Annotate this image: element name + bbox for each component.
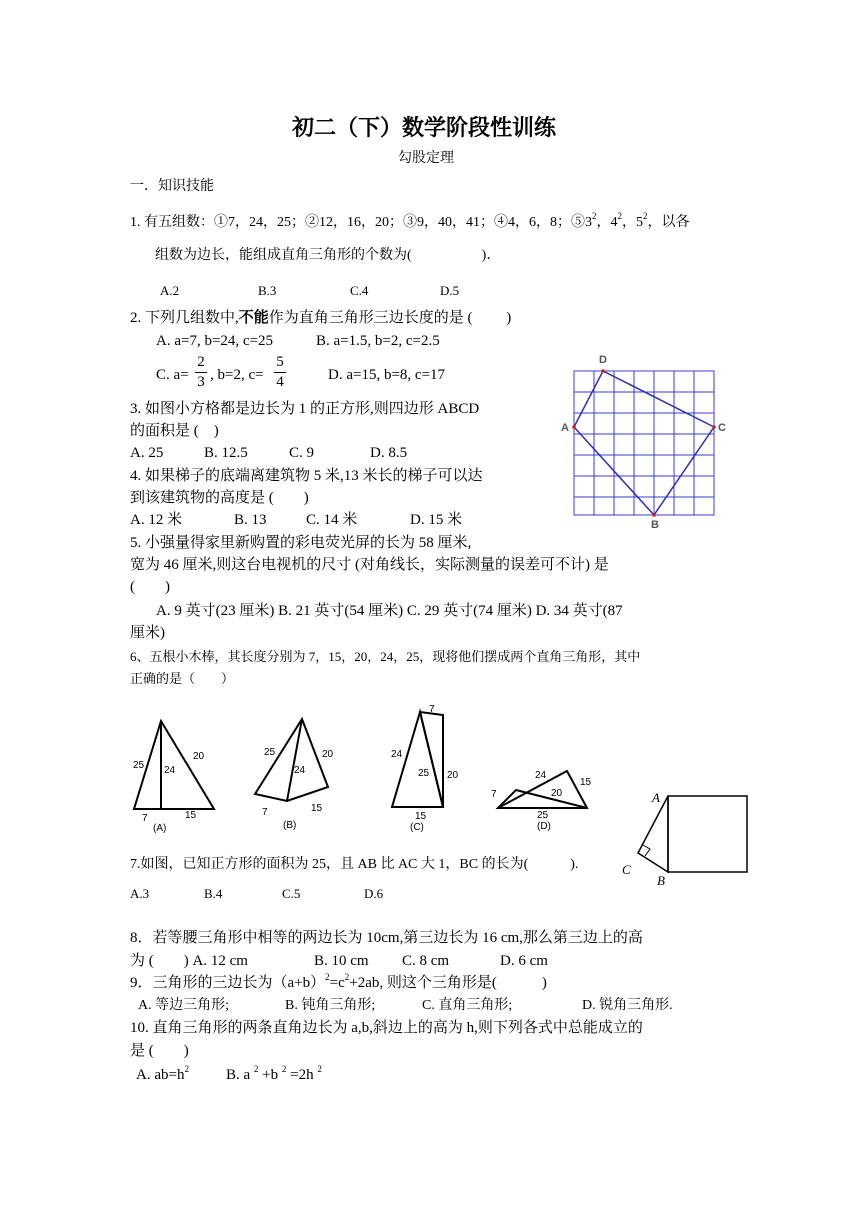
q4-option-c: C. 14 米 <box>306 512 358 528</box>
question-3-line-1: 3. 如图小方格都是边长为 1 的正方形,则四边形 ABCD <box>130 401 480 417</box>
question-1-line-2: 组数为边长，能组成直角三角形的个数为( )． <box>155 248 501 263</box>
q8-option-b: B. 10 cm <box>314 953 369 969</box>
question-7-stem: 7.如图，已知正方形的面积为 25，且 AB 比 AC 大 1，BC 的长为( ). <box>130 857 579 872</box>
q7-option-a: A.3 <box>130 886 150 901</box>
q3-option-b: B. 12.5 <box>204 445 248 461</box>
grid-quadrilateral-figure <box>555 350 735 535</box>
question-8-line-1: 8．若等腰三角形中相等的两边长为 10cm,第三边长为 16 cm,那么第三边上的高 <box>130 930 643 946</box>
question-2-stem: 2. 下列几组数中,不能作为直角三角形三边长度的是 ( ) <box>130 310 512 326</box>
q3-option-a: A. 25 <box>130 445 164 461</box>
question-6-line-1: 6、五根小木棒，其长度分别为 7，15，20，24，25，现将他们摆成两个直角三角形，其中 <box>130 649 641 664</box>
label-c: C <box>718 422 726 434</box>
question-10-line-1: 10. 直角三角形的两条直角边长为 a,b,斜边上的高为 h,则下列各式中总能成立的 <box>130 1020 643 1036</box>
svg-text:25: 25 <box>418 768 430 779</box>
q4-option-a: A. 12 米 <box>130 512 183 528</box>
svg-text:24: 24 <box>164 765 176 776</box>
triangle-figure-c <box>385 700 470 835</box>
caption-b: (B) <box>283 820 297 831</box>
caption-c: (C) <box>410 822 424 833</box>
question-5-line-3: ( ) <box>130 579 170 595</box>
q2-option-b: B. a=1.5, b=2, c=2.5 <box>316 333 440 349</box>
square-right-triangle-figure <box>615 785 750 890</box>
triangle-figure-a <box>130 715 225 840</box>
question-4-line-2: 到该建筑物的高度是 ( ) <box>130 490 309 506</box>
svg-text:15: 15 <box>415 811 427 822</box>
q2-option-c-prefix: C. a= <box>156 367 189 383</box>
point-a <box>572 425 576 429</box>
question-9-stem: 9．三角形的三边长为$(a+b)^2=c^2+2ab$, 则这个三角形是( ) <box>130 972 547 991</box>
q2-option-d: D. a=15, b=8, c=17 <box>328 367 446 383</box>
question-3-line-2: 的面积是 ( ) <box>130 423 219 439</box>
point-b <box>652 513 656 517</box>
q1-option-d: D.5 <box>440 283 460 298</box>
q10-option-b: B. a $^2$ +b $^2$ =2h $^2$ <box>226 1064 322 1083</box>
q10-option-a: A. $ab=h^2$ <box>136 1064 189 1083</box>
question-5-line-1: 5. 小强量得家里新购置的彩电荧光屏的长为 58 厘米, <box>130 535 472 551</box>
svg-text:25: 25 <box>133 760 145 771</box>
question-6-line-2: 正确的是（ ） <box>130 671 235 686</box>
q7-option-d: D.6 <box>364 886 384 901</box>
svg-text:20: 20 <box>551 788 563 799</box>
question-10-line-2: 是 ( ) <box>130 1043 189 1059</box>
question-5-options: A. 9 英寸(23 厘米) B. 21 英寸(54 厘米) C. 29 英寸(74 厘米) D. 34 英寸(87 <box>156 603 623 619</box>
page-subtitle: 勾股定理 <box>398 151 454 166</box>
question-8-line-2: 为 ( ) A. 12 cm <box>130 953 248 969</box>
svg-text:25: 25 <box>264 747 276 758</box>
q9-option-a: A. 等边三角形; <box>138 998 229 1013</box>
q7-option-c: C.5 <box>282 886 301 901</box>
svg-text:25: 25 <box>537 810 549 821</box>
q3-option-c: C. 9 <box>289 445 315 461</box>
q7-option-b: B.4 <box>204 886 223 901</box>
svg-text:20: 20 <box>193 751 205 762</box>
svg-text:20: 20 <box>322 749 334 760</box>
q4-option-d: D. 15 米 <box>410 512 463 528</box>
svg-text:7: 7 <box>429 704 435 715</box>
q3-option-d: D. 8.5 <box>370 445 408 461</box>
question-4-line-1: 4. 如果梯子的底端离建筑物 5 米,13 米长的梯子可以达 <box>130 468 483 484</box>
label-c: C <box>622 862 631 877</box>
section-heading: 一．知识技能 <box>130 179 214 194</box>
q1-option-b: B.3 <box>258 283 277 298</box>
svg-text:20: 20 <box>447 770 459 781</box>
question-1-line-1: 1. 有五组数：①7，24，25；②12，16，20；③9，40，41；④4，6，8；$⑤3^2$，$4^2$，$5^2$，以各 <box>130 211 690 230</box>
triangle-figure-d <box>485 760 605 840</box>
q8-option-d: D. 6 cm <box>500 953 548 969</box>
q1-option-c: C.4 <box>350 283 369 298</box>
point-d <box>601 369 605 373</box>
label-b: B <box>657 873 665 888</box>
q1-option-a: A.2 <box>160 283 180 298</box>
triangle-figure-b <box>250 715 345 840</box>
svg-text:15: 15 <box>580 777 592 788</box>
caption-d: (D) <box>537 821 551 832</box>
label-d: D <box>599 354 607 366</box>
svg-text:7: 7 <box>142 813 148 824</box>
svg-text:15: 15 <box>311 803 323 814</box>
q9-option-b: B. 钝角三角形; <box>285 998 376 1013</box>
q2-option-a: A. a=7, b=24, c=25 <box>156 333 274 349</box>
label-a: A <box>561 422 569 434</box>
label-b: B <box>651 519 659 531</box>
point-c <box>712 425 716 429</box>
svg-text:24: 24 <box>294 765 306 776</box>
svg-text:24: 24 <box>535 770 547 781</box>
label-a: A <box>652 790 660 805</box>
grid-lines <box>574 371 714 515</box>
fraction-five-quarters: 5 4 <box>274 355 286 390</box>
page-title: 初二（下）数学阶段性训练 <box>292 115 557 140</box>
fraction-two-thirds: 2 3 <box>195 355 207 390</box>
quadrilateral-abcd <box>574 371 714 515</box>
q9-option-c: C. 直角三角形; <box>422 998 513 1013</box>
q2-option-c-middle: , b=2, c= <box>210 367 264 383</box>
question-5-options-cont: 厘米) <box>130 625 165 641</box>
q8-option-c: C. 8 cm <box>402 953 450 969</box>
svg-text:7: 7 <box>262 807 268 818</box>
q4-option-b: B. 13 <box>234 512 267 528</box>
svg-text:24: 24 <box>391 749 403 760</box>
caption-a: (A) <box>153 823 167 834</box>
svg-text:7: 7 <box>491 789 497 800</box>
svg-text:15: 15 <box>185 810 197 821</box>
question-5-line-2: 宽为 46 厘米,则这台电视机的尺寸 (对角线长，实际测量的误差可不计) 是 <box>130 557 609 573</box>
q9-option-d: D. 锐角三角形. <box>582 998 673 1013</box>
